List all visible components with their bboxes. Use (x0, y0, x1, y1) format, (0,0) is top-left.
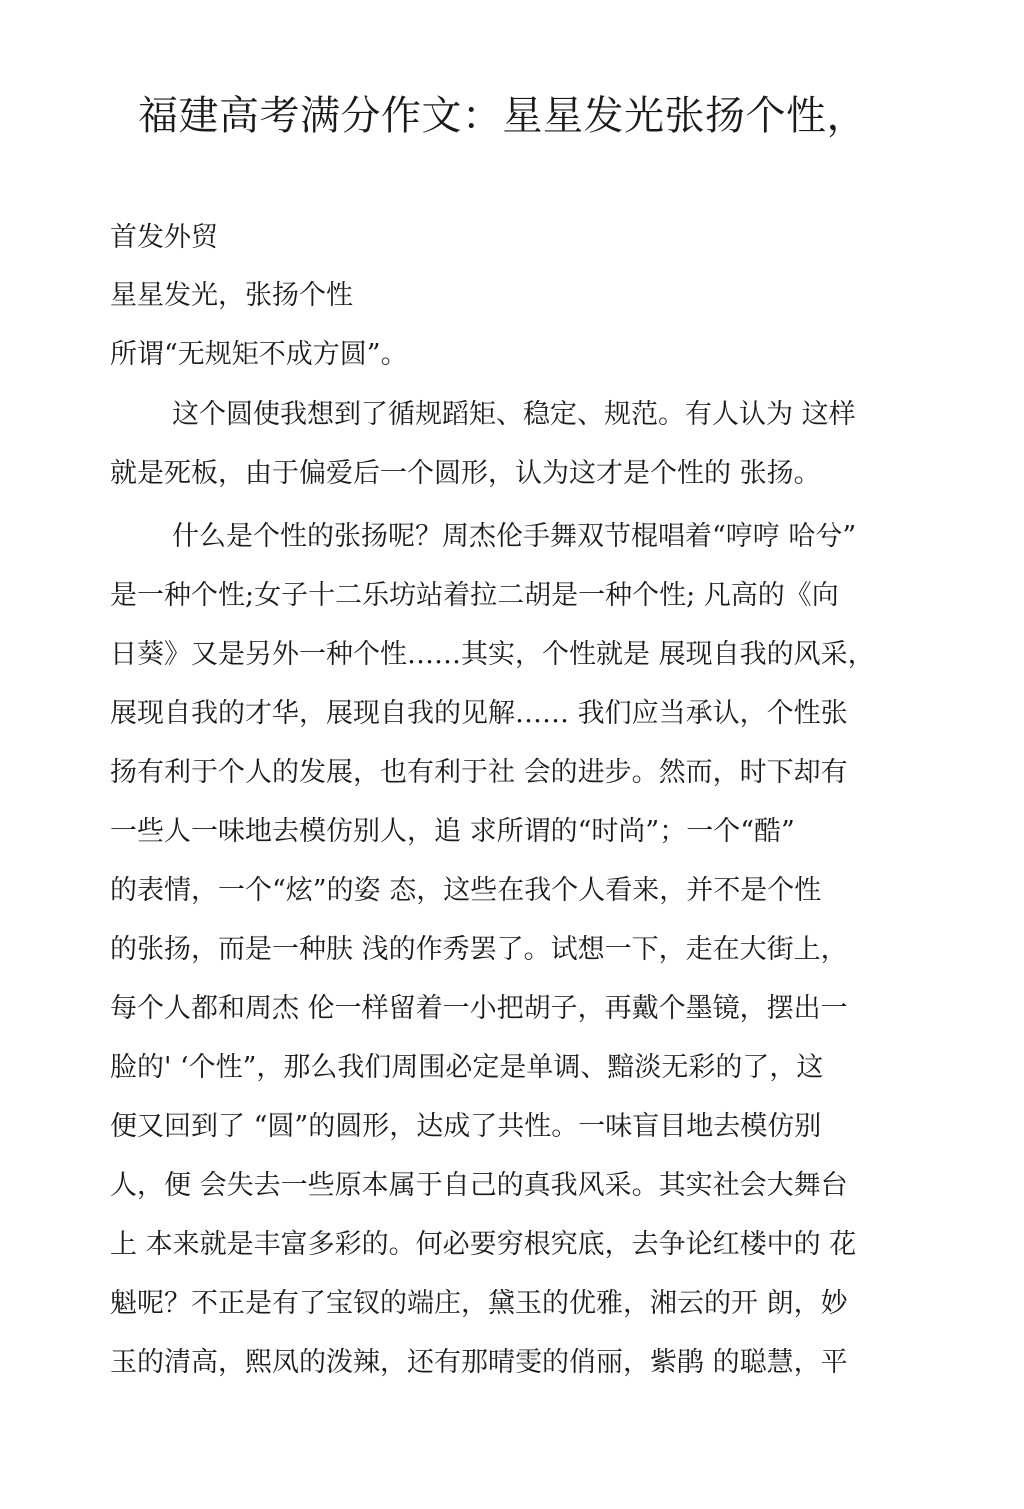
paragraph-2-line-10: 脸的' ‘个性”，那么我们周围必定是单调、黯淡无彩的了，这 (110, 1052, 824, 1083)
paragraph-2-line-4: 展现自我的才华，展现自我的见解…… 我们应当承认，个性张 (110, 698, 848, 729)
paragraph-2-line-14: 魁呢？不正是有了宝钗的端庄，黛玉的优雅，湘云的开 朗，妙 (110, 1288, 848, 1319)
paragraph-2-line-12: 人，便 会失去一些原本属于自己的真我风采。其实社会大舞台 (110, 1170, 848, 1201)
source-line: 首发外贸 (110, 222, 218, 253)
paragraph-2-line-2: 是一种个性;女子十二乐坊站着拉二胡是一种个性; 凡高的《向 (110, 580, 839, 611)
paragraph-2-line-9: 每个人都和周杰 伦一样留着一小把胡子，再戴个墨镜，摆出一 (110, 993, 848, 1024)
paragraph-2-line-1: 什么是个性的张扬呢？周杰伦手舞双节棍唱着“哼哼 哈兮” (172, 521, 857, 552)
paragraph-2-line-11: 便又回到了 “圆”的圆形，达成了共性。一味盲目地去模仿别 (110, 1111, 822, 1142)
paragraph-2-line-6: 一些人一味地去模仿别人，追 求所谓的“时尚”；一个“酷” (110, 816, 795, 847)
paragraph-2-line-5: 扬有利于个人的发展，也有利于社 会的进步。然而，时下却有 (110, 757, 848, 788)
paragraph-2-line-13: 上 本来就是丰富多彩的。何必要穷根究底，去争论红楼中的 花 (110, 1229, 857, 1260)
paragraph-1-line-1: 这个圆使我想到了循规蹈矩、稳定、规范。有人认为 这样 (172, 399, 856, 430)
paragraph-2-line-3: 日葵》又是另外一种个性……其实，个性就是 展现自我的风采， (110, 639, 875, 670)
paragraph-2-line-8: 的张扬，而是一种肤 浅的作秀罢了。试想一下，走在大街上， (110, 934, 848, 965)
paragraph-2-line-15: 玉的清高，熙凤的泼辣，还有那晴雯的俏丽，紫鹃 的聪慧，平 (110, 1347, 848, 1378)
essay-heading: 星星发光，张扬个性 (110, 280, 353, 311)
intro-quote-line: 所谓“无规矩不成方圆”。 (110, 339, 408, 370)
paragraph-1-line-2: 就是死板，由于偏爱后一个圆形，认为这才是个性的 张扬。 (110, 458, 821, 489)
document-title: 福建高考满分作文：星星发光张扬个性， (138, 93, 867, 139)
paragraph-2-line-7: 的表情，一个“炫”的姿 态，这些在我个人看来，并不是个性 (110, 875, 822, 906)
